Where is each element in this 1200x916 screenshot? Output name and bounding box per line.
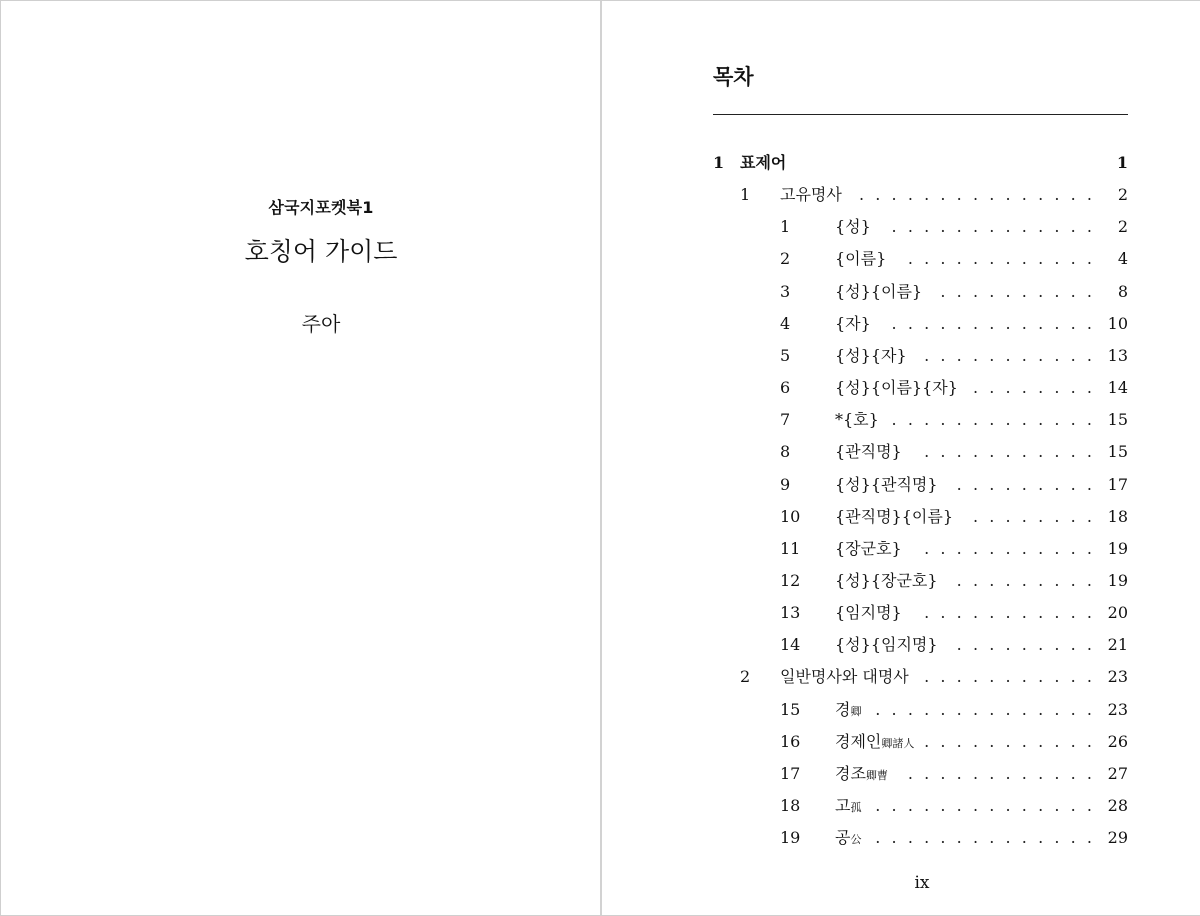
toc-entry-page: 20 [1107, 603, 1128, 623]
toc-dot-leader: . . . . . . . . . [956, 571, 1092, 590]
toc-entry-label [835, 506, 953, 528]
toc-entry[interactable] [713, 602, 1128, 624]
toc-dot-leader: . . . . . . . . . . . . . [891, 410, 1092, 430]
toc-entry-page: 27 [1107, 763, 1128, 783]
toc-entry-page: 23 [1107, 667, 1128, 687]
toc-heading: 목차 [713, 65, 754, 89]
toc-entry-number: 8 [780, 442, 791, 462]
toc-entry-page: 17 [1107, 474, 1128, 494]
toc-entry-label [835, 570, 938, 592]
toc-entry-hanja: 卿諸人 [881, 736, 915, 750]
book-title: 호칭어 가이드 [244, 237, 398, 266]
toc-entry-number: 1 [740, 185, 751, 205]
toc-entry-hanja: 卿曹 [865, 768, 888, 782]
toc-entry-number: 11 [780, 538, 801, 558]
toc-entry-label [835, 248, 886, 270]
toc-entry-page: 19 [1107, 538, 1128, 558]
toc-entry-title: {성}{이름} [835, 281, 923, 301]
toc-dot-leader: . . . . . . . . . [956, 474, 1092, 494]
toc-dot-leader: . . . . . . . . . . . [924, 538, 1092, 558]
toc-entry-page: 28 [1107, 796, 1128, 815]
toc-entry-number: 6 [780, 378, 791, 397]
toc-dot-leader: . . . . . . . . . . . [924, 442, 1092, 462]
toc-dot-leader: . . . . . . . . [972, 506, 1092, 526]
toc-entry-label [835, 441, 902, 463]
toc-dot-leader: . . . . . . . . . . . . [907, 249, 1092, 269]
toc-entry-number: 1 [713, 153, 725, 172]
toc-entry-title: 표제어 [740, 153, 787, 172]
toc-entry-number: 2 [740, 667, 751, 687]
toc-entry[interactable] [713, 570, 1128, 592]
toc-entry-title: {성}{자} [835, 345, 907, 365]
toc-dot-leader: . . . . . . . . . . . . . . [875, 796, 1092, 815]
toc-entry-label [835, 216, 871, 238]
toc-entry-number: 10 [780, 506, 801, 526]
toc-entry-page: 4 [1117, 249, 1128, 269]
toc-entry-label [835, 731, 914, 755]
toc-entry-title: 공 [835, 828, 851, 848]
toc-entry[interactable] [713, 666, 1128, 688]
toc-entry-title: 고유명사 [780, 185, 842, 205]
toc-entry-title: *{호} [835, 410, 879, 430]
toc-entry-hanja: 卿 [850, 704, 862, 718]
toc-entry-page: 23 [1107, 699, 1128, 719]
toc-dot-leader: . . . . . . . . . . . [924, 603, 1092, 623]
toc-entry-label [780, 666, 909, 688]
toc-entry[interactable] [713, 506, 1128, 528]
toc-entry[interactable] [713, 409, 1128, 431]
toc-entry-title: 경조 [835, 763, 866, 783]
toc-entry-page: 14 [1107, 378, 1128, 397]
toc-entry-title: {성} [835, 217, 871, 237]
toc-dot-leader: . . . . . . . . . . . . . . [875, 699, 1092, 719]
toc-entry-title: {관직명} [835, 442, 902, 462]
toc-entry-number: 5 [780, 345, 791, 365]
toc-entry-page: 15 [1107, 410, 1128, 430]
toc-entry[interactable] [713, 474, 1128, 496]
toc-entry-number: 16 [780, 731, 801, 751]
toc-entry-title: 경제인 [835, 731, 882, 751]
toc-entry-page: 21 [1107, 635, 1128, 655]
toc-entry[interactable] [713, 377, 1128, 399]
toc-entry-page: 10 [1107, 313, 1128, 333]
toc-entry-page: 13 [1107, 345, 1128, 365]
toc-entry[interactable] [713, 281, 1128, 303]
toc-entry-label [835, 281, 922, 303]
toc-entry-number: 1 [780, 217, 791, 237]
toc-entry-number: 15 [780, 699, 801, 719]
toc-entry-number: 3 [780, 281, 791, 301]
toc-entry-number: 19 [780, 828, 801, 848]
title-page [1, 1, 602, 915]
toc-dot-leader: . . . . . . . . . . . . . . . [858, 185, 1092, 205]
toc-entry[interactable] [713, 184, 1128, 206]
toc-entry[interactable] [713, 795, 1128, 817]
toc-entry-title: {성}{관직명} [835, 474, 938, 494]
toc-dot-leader: . . . . . . . . . . . . [907, 763, 1092, 783]
toc-entry-number: 14 [780, 635, 801, 655]
toc-entry-number: 13 [780, 603, 801, 623]
toc-dot-leader: . . . . . . . . . . . [924, 731, 1092, 751]
toc-entry[interactable] [713, 634, 1128, 656]
toc-entry[interactable] [713, 345, 1128, 367]
toc-entry-label [835, 345, 907, 367]
toc-entry-label [740, 152, 786, 174]
toc-entry-page: 29 [1107, 828, 1128, 848]
toc-entry-page: 2 [1117, 217, 1128, 237]
toc-entry-number: 12 [780, 571, 801, 590]
toc-entry-title: {임지명} [835, 603, 902, 623]
toc-entry-label [835, 634, 938, 656]
toc-entry-title: {자} [835, 313, 871, 333]
toc-entry-hanja: 公 [850, 833, 862, 847]
toc-entry-page: 18 [1107, 506, 1128, 526]
toc-page [602, 1, 1200, 915]
toc-entry[interactable] [713, 313, 1128, 335]
toc-dot-leader: . . . . . . . . . . . . . [891, 313, 1092, 333]
toc-entry-label [835, 827, 861, 851]
toc-dot-leader: . . . . . . . . [972, 378, 1092, 397]
toc-entry-label [835, 795, 861, 819]
toc-dot-leader: . . . . . . . . . . . . . [891, 217, 1092, 237]
toc-entry-number: 9 [780, 474, 791, 494]
toc-entry[interactable] [713, 152, 1128, 174]
toc-dot-leader: . . . . . . . . . . . [924, 345, 1092, 365]
toc-entry-number: 18 [780, 796, 801, 815]
toc-entry-hanja: 孤 [850, 801, 862, 814]
toc-entry-label [780, 184, 842, 206]
toc-dot-leader: . . . . . . . . . . [940, 281, 1092, 301]
toc-entry[interactable] [713, 248, 1128, 270]
toc-entry-page: 19 [1107, 571, 1128, 590]
toc-dot-leader: . . . . . . . . . . . . . . [875, 828, 1092, 848]
toc-entry-label [835, 377, 958, 399]
toc-dot-leader: . . . . . . . . . . . [924, 667, 1092, 687]
toc-entry[interactable] [713, 699, 1128, 721]
toc-entry-label [835, 763, 888, 787]
toc-entry-title: {성}{장군호} [835, 571, 938, 590]
toc-divider [713, 114, 1128, 115]
toc-entry-label [835, 474, 938, 496]
toc-entry-number: 7 [780, 410, 791, 430]
author-name: 주아 [301, 312, 341, 336]
toc-entry-page: 15 [1107, 442, 1128, 462]
toc-entry[interactable] [713, 731, 1128, 753]
toc-entry-label [835, 313, 871, 335]
toc-entry-title: {이름} [835, 249, 887, 269]
toc-entry-label [835, 699, 861, 723]
toc-dot-leader: . . . . . . . . . [956, 635, 1092, 655]
toc-entry-page: 2 [1117, 185, 1128, 205]
toc-entry-title: 일반명사와 대명사 [780, 667, 909, 687]
toc-entry[interactable] [713, 441, 1128, 463]
toc-entry-page: 26 [1107, 731, 1128, 751]
page-number: ix [914, 873, 930, 893]
toc-entry-title: {장군호} [835, 538, 902, 558]
toc-entry[interactable] [713, 216, 1128, 238]
toc-entry[interactable] [713, 538, 1128, 560]
toc-entry-number: 2 [780, 249, 791, 269]
toc-entry-page: 1 [1116, 153, 1128, 172]
toc-entry-page: 8 [1117, 281, 1128, 301]
toc-entry[interactable] [713, 763, 1128, 785]
toc-entry-title: {관직명}{이름} [835, 506, 953, 526]
toc-entry-title: {성}{임지명} [835, 635, 938, 655]
toc-entry-title: 고 [835, 796, 851, 815]
toc-entry-number: 4 [780, 313, 791, 333]
series-name: 삼국지포켓북1 [268, 198, 374, 217]
toc-entry-title: {성}{이름}{자} [835, 378, 958, 397]
toc-entry-label [835, 602, 902, 624]
toc-entry-title: 경 [835, 699, 851, 719]
toc-entry-number: 17 [780, 763, 801, 783]
toc-entry[interactable] [713, 827, 1128, 849]
toc-entry-label [835, 409, 879, 431]
toc-entry-label [835, 538, 902, 560]
